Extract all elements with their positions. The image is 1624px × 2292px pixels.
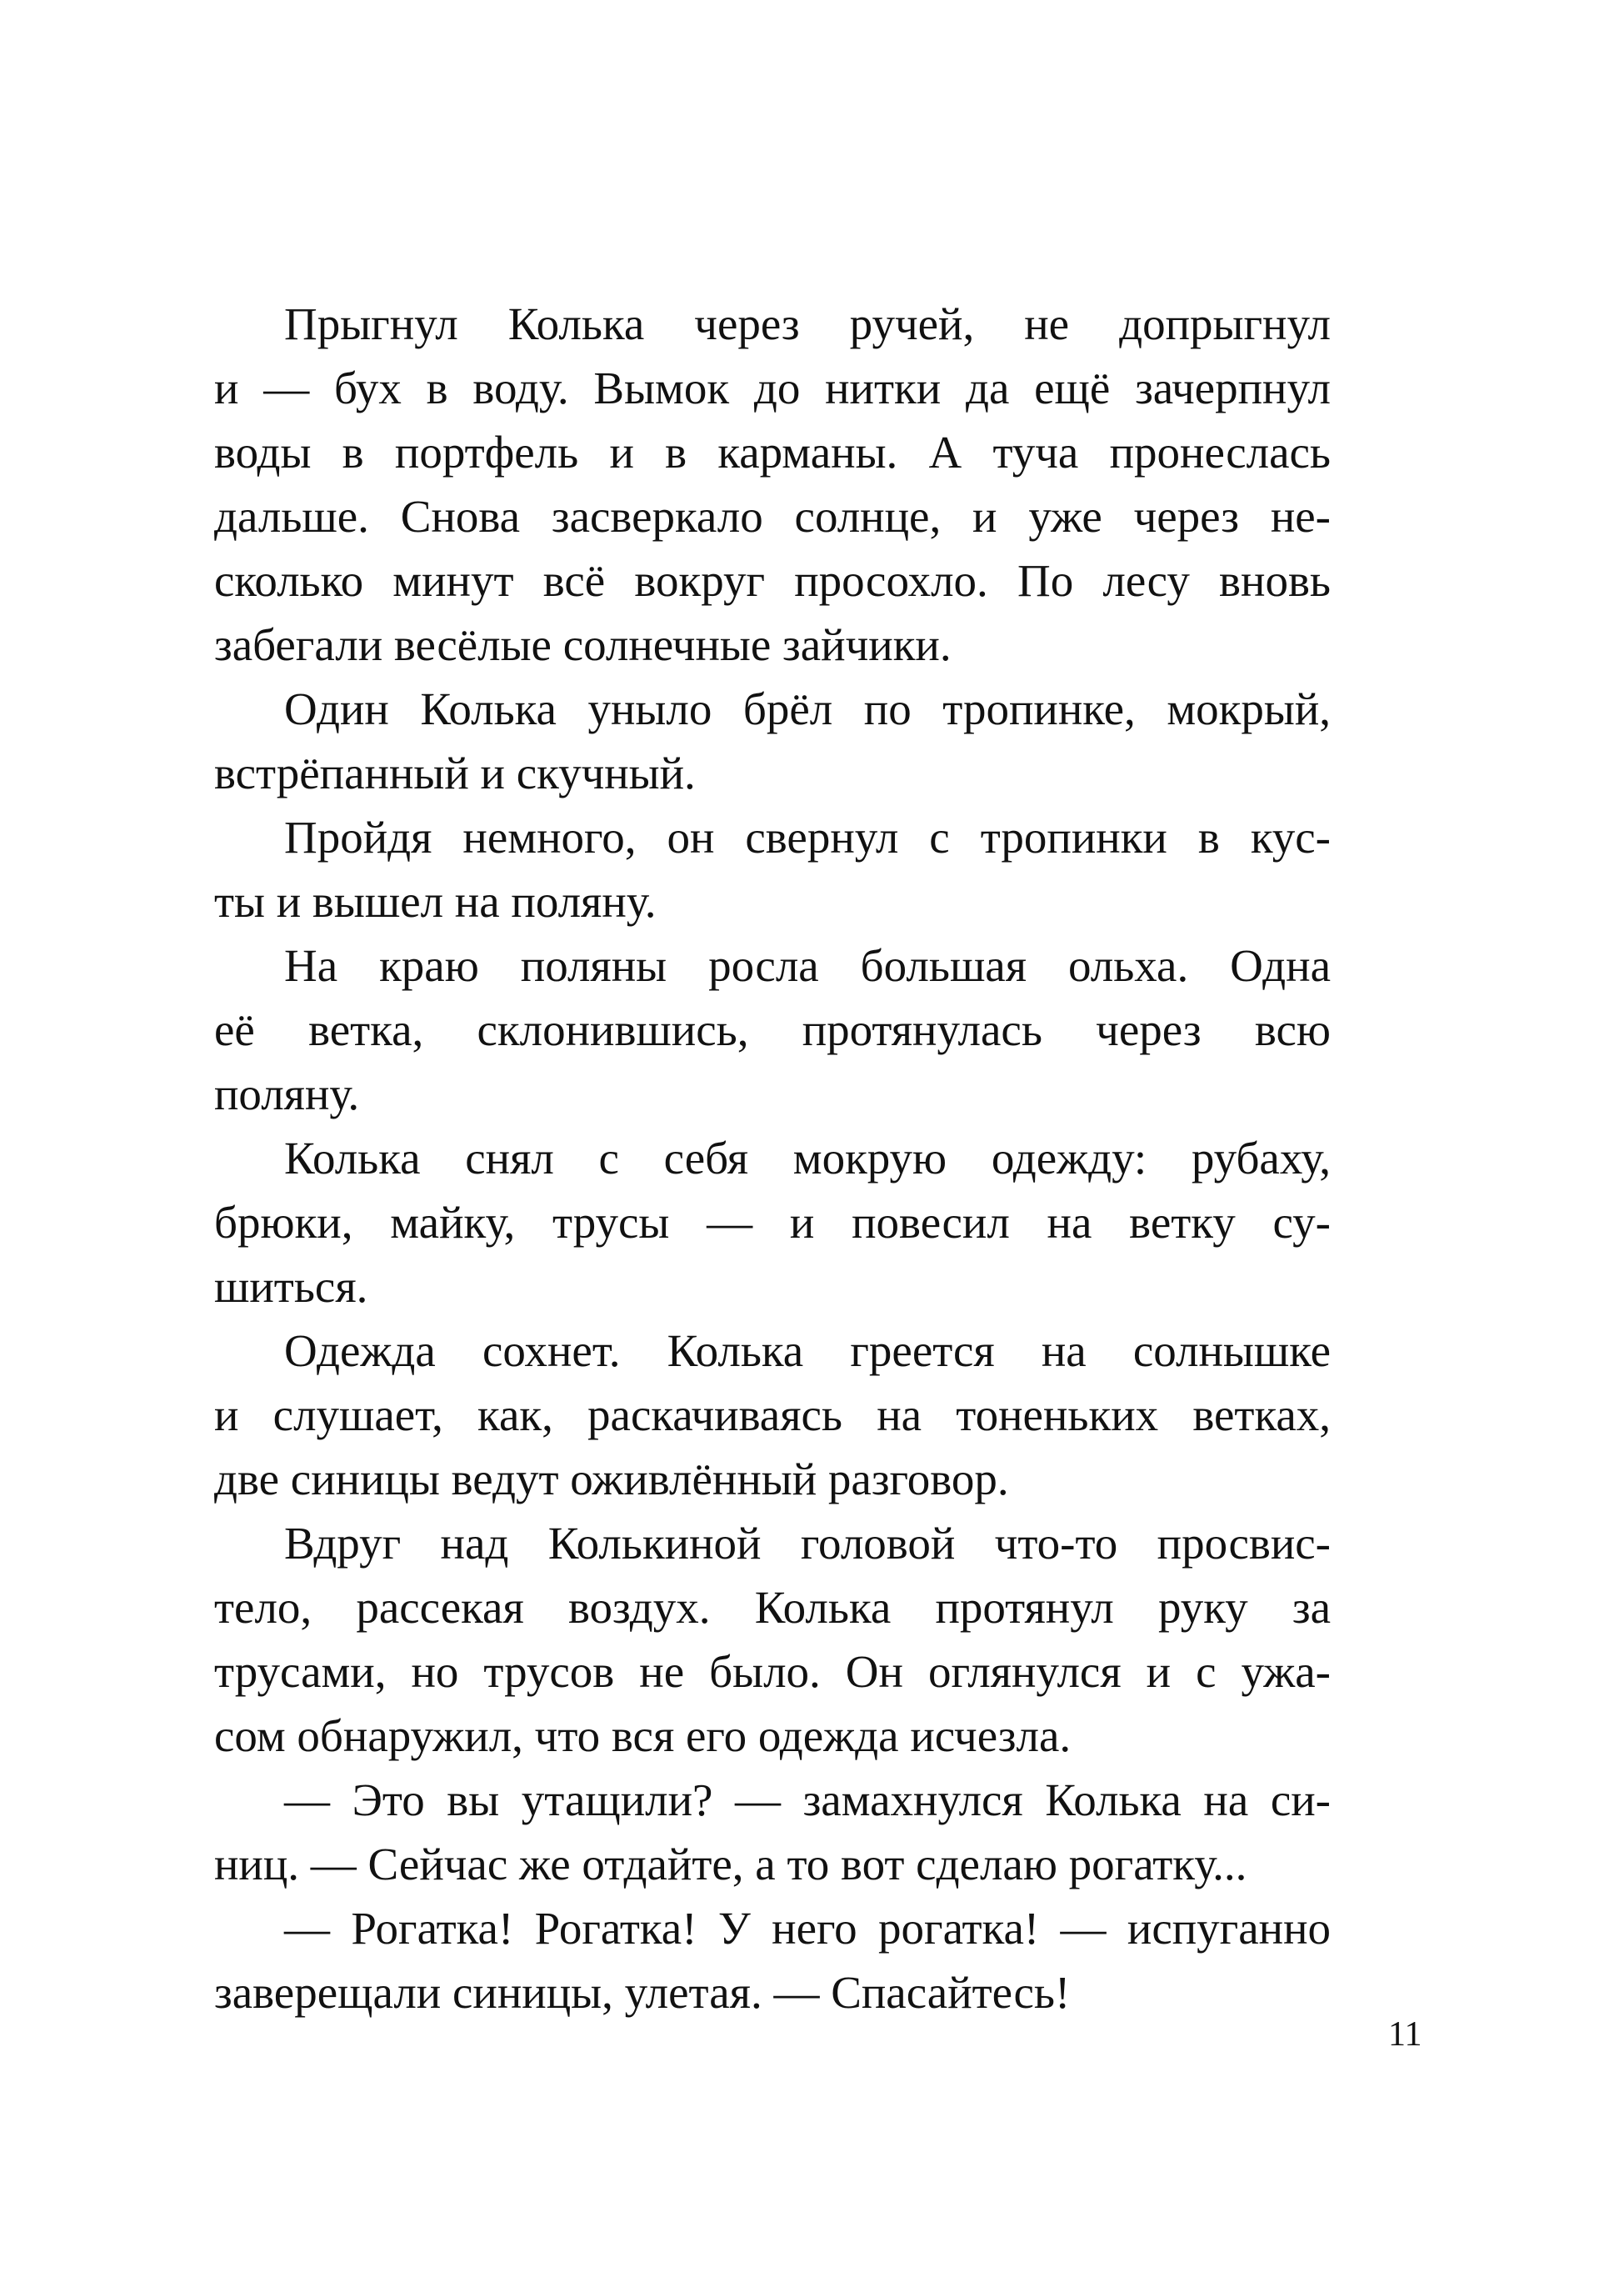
text-line: ты и вышел на поляну.: [214, 876, 657, 927]
paragraph-3: [214, 805, 1331, 933]
text-line: Прыгнул Колька через ручей, не допрыгнул: [284, 298, 1331, 349]
text-line: встрёпанный и скучный.: [214, 748, 696, 798]
text-line: Пройдя немного, он свернул с тропинки в кус-: [284, 812, 1331, 863]
text-line: ниц. — Сейчас же отдайте, а то вот сделаю рогатку...: [214, 1839, 1247, 1889]
text-line: воды в портфель и в карманы. А туча пронеслась: [214, 427, 1331, 478]
text-line: брюки, майку, трусы — и повесил на ветку су-: [214, 1197, 1331, 1248]
paragraph-7: [214, 1511, 1331, 1768]
text-line: забегали весёлые солнечные зайчики.: [214, 619, 952, 670]
paragraph-9: [214, 1896, 1331, 2024]
text-line: сколько минут всё вокруг просохло. По лесу вновь: [214, 555, 1331, 606]
text-line: сом обнаружил, что вся его одежда исчезла.: [214, 1710, 1072, 1761]
text-line: шиться.: [214, 1261, 368, 1312]
body-text: [214, 292, 1331, 2024]
text-line: дальше. Снова засверкало солнце, и уже через не-: [214, 491, 1331, 542]
page-number: 11: [1388, 2015, 1422, 2054]
text-line: и — бух в воду. Вымок до нитки да ещё зачерпнул: [214, 363, 1331, 413]
text-line: поляну.: [214, 1068, 360, 1119]
text-line: тело, рассекая воздух. Колька протянул руку за: [214, 1582, 1331, 1633]
paragraph-6: [214, 1319, 1331, 1511]
paragraph-8: [214, 1768, 1331, 1896]
paragraph-4: [214, 933, 1331, 1126]
text-line: и слушает, как, раскачиваясь на тоненьких ветках,: [214, 1389, 1331, 1440]
paragraph-1: [214, 292, 1331, 677]
text-line: Один Колька уныло брёл по тропинке, мокрый,: [284, 683, 1331, 734]
text-line: — Рогатка! Рогатка! У него рогатка! — испуганно: [284, 1903, 1331, 1954]
text-line: На краю поляны росла большая ольха. Одна: [284, 940, 1331, 991]
text-line: заверещали синицы, улетая. — Спасайтесь!: [214, 1967, 1071, 2018]
text-line: две синицы ведут оживлённый разговор.: [214, 1454, 1009, 1504]
text-line: её ветка, склонившись, протянулась через всю: [214, 1004, 1331, 1055]
text-line: Вдруг над Колькиной головой что-то просвис-: [284, 1518, 1331, 1569]
paragraph-5: [214, 1126, 1331, 1319]
paragraph-2: [214, 677, 1331, 805]
text-line: трусами, но трусов не было. Он оглянулся и с ужа-: [214, 1646, 1331, 1697]
text-line: — Это вы утащили? — замахнулся Колька на си-: [284, 1774, 1331, 1825]
text-line: Колька снял с себя мокрую одежду: рубаху,: [284, 1133, 1331, 1184]
text-line: Одежда сохнет. Колька греется на солнышке: [284, 1325, 1331, 1376]
